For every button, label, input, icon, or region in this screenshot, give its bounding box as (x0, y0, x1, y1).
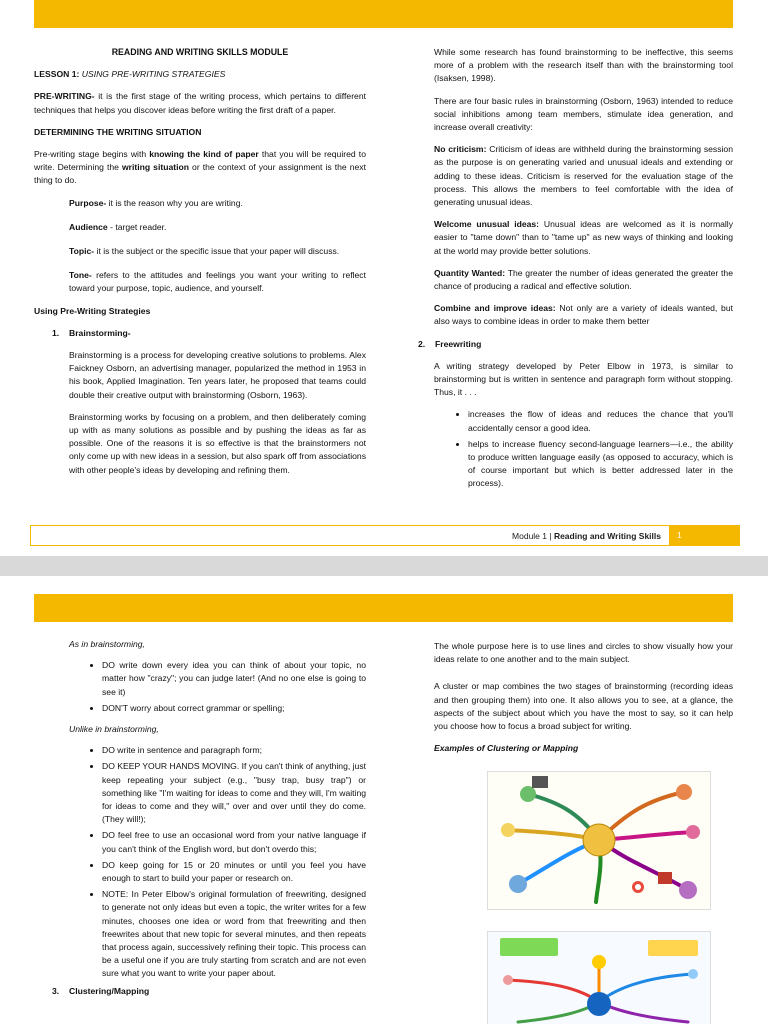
list-item: • DON'T worry about correct grammar or spelling; (102, 702, 366, 715)
rules-intro: There are four basic rules in brainstorming (Osborn, 1963) intended to reduce social inhibitions among team members, stimulate idea generation, and increase overall creativity: (434, 95, 733, 133)
unlike-list (34, 744, 366, 980)
list-item: • DO keep going for 15 or 20 minutes or until you feel you have enough to start to build your paper or research on. (102, 859, 366, 885)
rule-quantity: Quantity Wanted: The greater the number of ideas generated the greater the chance of producing a radical and effective solution. (434, 267, 733, 292)
prewriting-definition: PRE-WRITING- it is the first stage of the writing process, which pertains to different techniques that helps you discover ideas before writing the first draft of a paper. (34, 91, 366, 115)
item-brainstorming: 1. Brainstorming- (52, 327, 131, 338)
list-item: • increases the flow of ideas and reduces the chance that you'll accidentally censor a good idea. (468, 408, 733, 434)
page-2 (0, 576, 768, 1024)
purpose-item: Purpose- it is the reason why you are writing. (69, 197, 243, 208)
right-column (418, 46, 733, 499)
left-column (34, 46, 366, 486)
page-footer (30, 525, 740, 546)
right-column (434, 640, 733, 764)
determining-heading: DETERMINING THE WRITING SITUATION (34, 126, 202, 137)
mind-map-drawing (488, 772, 710, 909)
footer-label: Module 1 | Reading and Writing Skills (512, 531, 661, 541)
unlike-brainstorming: Unlike in brainstorming, (69, 724, 159, 735)
mind-map-image-2 (487, 931, 711, 1024)
left-column (34, 638, 366, 1007)
list-item: • DO feel free to use an occasional word from your native language if you can't think of the English word, but don't overdo this; (102, 829, 366, 855)
audience-item: Audience - target reader. (69, 221, 167, 232)
determining-paragraph: Pre-writing stage begins with knowing the kind of paper that you will be required to write. Determining the writing situation or the context of your assignment is the next thing to do. (34, 149, 366, 186)
clustering-purpose: The whole purpose here is to use lines and circles to show visually how your ideas relate to one another and to the main subject. (434, 641, 733, 665)
brainstorming-paragraph-2: Brainstorming works by focusing on a problem, and then deliberately coming up with as many solutions as possible and by pushing the ideas as far as possible. One of the reasons it is so effective is that the brainstormers not only come up with new ideas in a session, but also spark off from associations with other people's ideas by developing and refining them. (69, 411, 366, 475)
cluster-description: A cluster or map combines the two stages of brainstorming (recording ideas and then grouping them) into one. It also allows you to see, at a glance, the aspects of the subject about which you have the most to say, so it can help you choose how to focus a broad subject for writing. (434, 681, 733, 732)
header-band (34, 0, 733, 28)
list-item: • DO write in sentence and paragraph form; (102, 744, 366, 757)
item-clustering: 3. Clustering/Mapping (52, 985, 150, 996)
as-in-brainstorming: As in brainstorming, (69, 639, 145, 649)
mind-map-image-1 (487, 771, 711, 910)
page-number: 1 (669, 526, 739, 545)
rule-no-criticism: No criticism: Criticism of ideas are withheld during the brainstorming session as the purpose is on generating varied and unusual ideals and extending or adding to these ideas. Criticism is reserved for the evaluation stage of the process. This allows the members to feel comfortable with the idea of generating unusual ideas. (434, 144, 733, 208)
rule-unusual-ideas: Welcome unusual ideas: Unusual ideas are welcomed as it is normally easier to "tame down" than to "tame up" as new ways of thinking and looking at the world may provide better solutions. (434, 219, 733, 256)
freewriting-paragraph: A writing strategy developed by Peter Elbow in 1973, is similar to brainstorming but is written in sentence and paragraph form without stopping. Thus, it . . . (434, 360, 733, 398)
topic-item: Topic- it is the subject or the specific issue that your paper will discuss. (69, 246, 340, 257)
examples-heading: Examples of Clustering or Mapping (434, 743, 579, 754)
tone-item: Tone- refers to the attitudes and feelings you want your writing to reflect toward your purpose, topic, audience, and yourself. (69, 270, 366, 294)
list-item: • helps to increase fluency second-language learners—i.e., the ability to produce written language easily (as opposed to accuracy, which is of course important but which is better addressed later in the process). (468, 438, 733, 491)
list-item: • DO KEEP YOUR HANDS MOVING. If you can't think of anything, just keep repeating your subject (e.g., "busy trap, busy trap") or something like "I'm waiting for ideas to come and they will, I'm waiting for ideas to come and they will," over and over until they do come. (They will!); (102, 760, 366, 826)
mind-map-drawing (488, 932, 710, 1024)
strategies-heading: Using Pre-Writing Strategies (34, 305, 151, 316)
research-paragraph: While some research has found brainstorming to be ineffective, this seems more of a problem with the research itself than with the brainstorming tool (Isaksen, 1998). (434, 47, 733, 84)
module-title: READING AND WRITING SKILLS MODULE (111, 47, 289, 57)
list-item: • NOTE: In Peter Elbow's original formulation of freewriting, designed to generate not only ideas but even a topic, the writer writes for a few minutes, chooses one idea or word from that freewriting and then freewrites about that new topic for several minutes, and then repeats that process again, successively refining their topic. This process can be a useful one if you are truly starting from scratch and are not even sure what you want to write your paper about. (102, 888, 366, 980)
lesson-line: LESSON 1: USING PRE-WRITING STRATEGIES (34, 69, 226, 80)
list-item: • DO write down every idea you can think of about your topic, no matter how "crazy"; you can judge later! (And no one else is going to see it) (102, 659, 366, 699)
item-freewriting: 2. Freewriting (418, 338, 482, 349)
as-in-list (34, 659, 366, 715)
rule-combine: Combine and improve ideas: Not only are a variety of ideals wanted, but also ways to combine ideas in order to make them better (434, 303, 733, 327)
brainstorming-paragraph-1: Brainstorming is a process for developing creative solutions to problems. Alex Faickney Osborn, an advertising manager, popularized the method in 1953 in his book, Applied Imagination. Ten years later, he proposed that teams could double their creative output with brainstorming (Osborn, 1963). (69, 350, 366, 400)
header-band (34, 594, 733, 622)
freewriting-list (434, 408, 733, 490)
